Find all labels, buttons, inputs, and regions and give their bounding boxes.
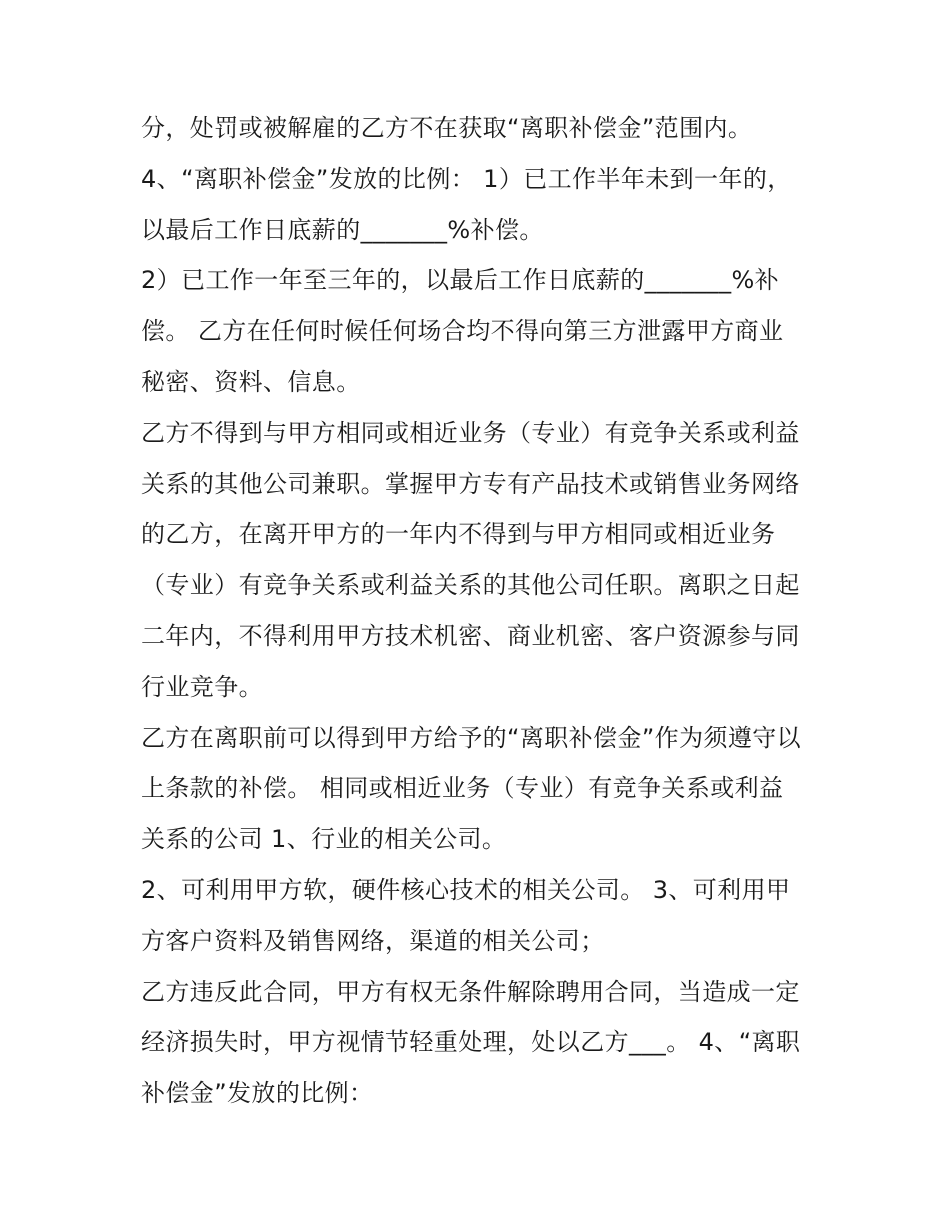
document-body bbox=[141, 103, 841, 1119]
text-line: （专业）有竞争关系或利益关系的其他公司任职。离职之日起 bbox=[141, 571, 800, 600]
text-line: 经济损失时，甲方视情节轻重处理，处以乙方___。 4、“离职 bbox=[141, 1028, 801, 1057]
text-line: 的乙方，在离开甲方的一年内不得到与甲方相同或相近业务 bbox=[141, 520, 776, 549]
text-line: 行业竞争。 bbox=[141, 672, 263, 701]
text-line: 乙方在离职前可以得到甲方给予的“离职补偿金”作为须遵守以 bbox=[141, 723, 802, 752]
text-line: 补偿金”发放的比例： bbox=[141, 1079, 374, 1108]
text-line: 二年内，不得利用甲方技术机密、商业机密、客户资源参与同 bbox=[141, 621, 800, 650]
text-line: 4、“离职补偿金”发放的比例： 1）已工作半年未到一年的， bbox=[141, 164, 792, 193]
text-line: 方客户资料及销售网络，渠道的相关公司； bbox=[141, 926, 605, 955]
text-line: 以最后工作日底薪的_______%补偿。 bbox=[141, 215, 544, 244]
text-line: 秘密、资料、信息。 bbox=[141, 367, 361, 396]
text-line: 2）已工作一年至三年的，以最后工作日底薪的_______%补 bbox=[141, 266, 780, 295]
text-line: 偿。 乙方在任何时候任何场合均不得向第三方泄露甲方商业 bbox=[141, 317, 784, 346]
text-line: 关系的其他公司兼职。掌握甲方专有产品技术或销售业务网络 bbox=[141, 469, 800, 498]
text-line: 乙方违反此合同，甲方有权无条件解除聘用合同，当造成一定 bbox=[141, 977, 800, 1006]
text-line: 分，处罚或被解雇的乙方不在获取“离职补偿金”范围内。 bbox=[141, 114, 753, 142]
text-line: 关系的公司 1、行业的相关公司。 bbox=[141, 825, 507, 854]
text-line: 2、可利用甲方软，硬件核心技术的相关公司。 3、可利用甲 bbox=[141, 875, 791, 904]
text-line: 上条款的补偿。 相同或相近业务（专业）有竞争关系或利益 bbox=[141, 774, 784, 803]
text-line: 乙方不得到与甲方相同或相近业务（专业）有竞争关系或利益 bbox=[141, 418, 800, 447]
